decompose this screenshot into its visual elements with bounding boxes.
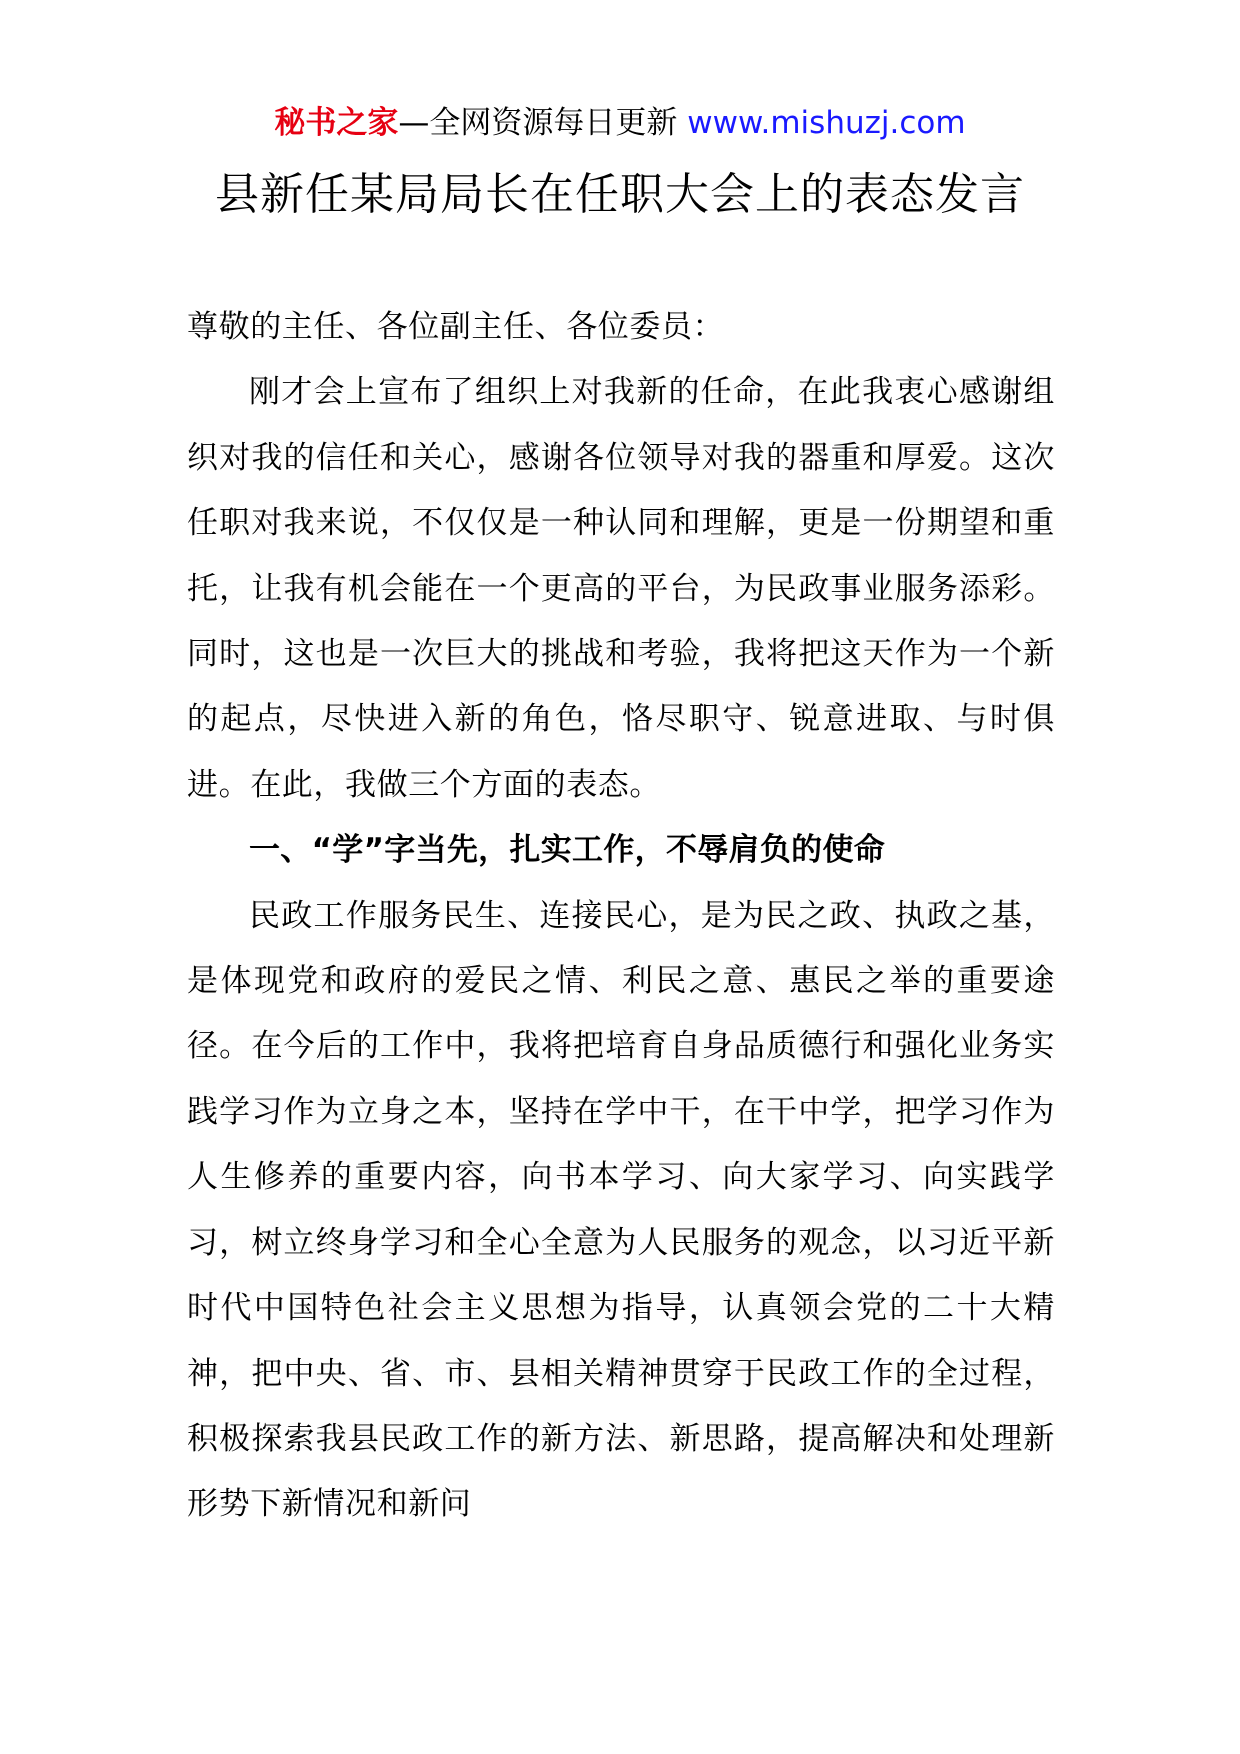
site-url-link[interactable]: www.mishuzj.com — [687, 105, 966, 141]
site-header — [0, 103, 1240, 143]
document-body — [187, 295, 1055, 1538]
site-brand: 秘书之家 — [274, 105, 399, 141]
salutation: 尊敬的主任、各位副主任、各位委员： — [187, 309, 725, 345]
paragraph: 刚才会上宣布了组织上对我新的任命，在此我衷心感谢组织对我的信任和关心，感谢各位领导对我的器重和厚爱。这次任职对我来说，不仅仅是一种认同和理解，更是一份期望和重托，让我有机会能在一个更高的平台，为民政事业服务添彩。同时，这也是一次巨大的挑战和考验，我将把这天作为一个新的起点，尽快进入新的角色，恪尽职守、锐意进取、与时俱进。在此，我做三个方面的表态。 — [187, 374, 1055, 803]
document-title: 县新任某局局长在任职大会上的表态发言 — [215, 169, 1025, 220]
site-slogan: —全网资源每日更新 — [398, 105, 688, 141]
section-heading: 一、“学”字当先，扎实工作，不辱肩负的使命 — [249, 832, 886, 869]
paragraph: 民政工作服务民生、连接民心，是为民之政、执政之基，是体现党和政府的爱民之情、利民之意、惠民之举的重要途径。在今后的工作中，我将把培育自身品质德行和强化业务实践学习作为立身之本，坚持在学中干，在干中学，把学习作为人生修养的重要内容，向书本学习、向大家学习、向实践学习，树立终身学习和全心全意为人民服务的观念，以习近平新时代中国特色社会主义思想为指导，认真领会党的二十大精神，把中央、省、市、县相关精神贯穿于民政工作的全过程，积极探索我县民政工作的新方法、新思路，提高解决和处理新形势下新情况和新问 — [187, 897, 1055, 1523]
